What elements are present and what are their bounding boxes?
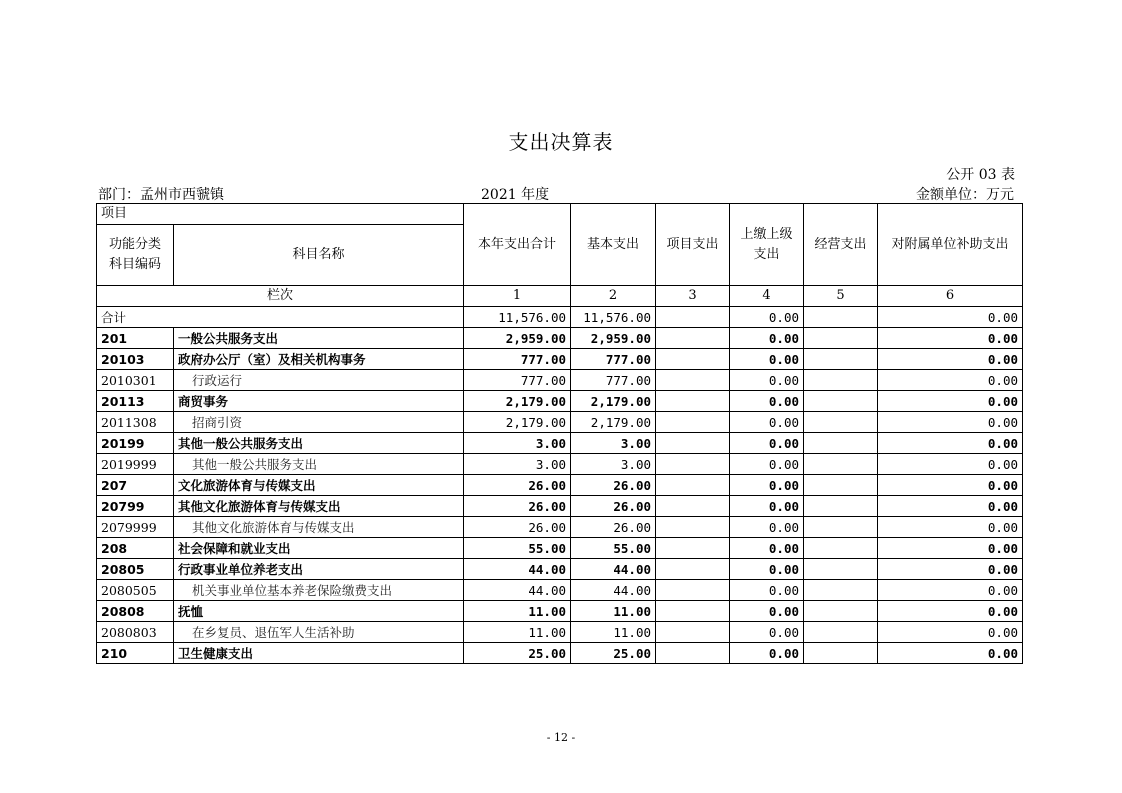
row-c2: 44.00 [571,580,656,601]
row-c2: 777.00 [571,370,656,391]
row-c2: 26.00 [571,517,656,538]
amount-unit: 金额单位：万元 [916,187,1014,203]
row-subject-name: 卫生健康支出 [174,643,464,664]
row-c4: 0.00 [730,454,804,475]
table-row [97,496,1023,517]
row-subject-name: 在乡复员、退伍军人生活补助 [174,622,464,643]
row-c3 [656,622,730,643]
row-code: 20113 [97,391,174,412]
row-c1: 3.00 [464,454,571,475]
row-c3 [656,538,730,559]
row-subject-name: 招商引资 [174,412,464,433]
header-row-label: 栏次 [97,286,464,307]
row-c3 [656,601,730,622]
row-c6: 0.00 [878,391,1023,412]
row-c3 [656,433,730,454]
table-row [97,559,1023,580]
header-func-code: 功能分类 科目编码 [97,225,174,286]
row-c4: 0.00 [730,559,804,580]
row-code: 2080803 [97,622,174,643]
total-c5 [804,307,878,328]
row-subject-name: 机关事业单位基本养老保险缴费支出 [174,580,464,601]
row-code: 2019999 [97,454,174,475]
row-c4: 0.00 [730,412,804,433]
row-c5 [804,328,878,349]
row-c6: 0.00 [878,349,1023,370]
row-c3 [656,496,730,517]
row-c6: 0.00 [878,643,1023,664]
row-c3 [656,370,730,391]
table-row [97,580,1023,601]
col-index-2: 2 [571,286,656,307]
row-c2: 777.00 [571,349,656,370]
total-label: 合计 [97,307,464,328]
row-c5 [804,433,878,454]
row-c2: 11.00 [571,622,656,643]
row-subject-name: 其他文化旅游体育与传媒支出 [174,496,464,517]
row-c3 [656,643,730,664]
row-c2: 11.00 [571,601,656,622]
row-subject-name: 其他一般公共服务支出 [174,433,464,454]
row-code: 20103 [97,349,174,370]
row-c6: 0.00 [878,370,1023,391]
row-subject-name: 一般公共服务支出 [174,328,464,349]
row-c4: 0.00 [730,622,804,643]
row-c1: 11.00 [464,622,571,643]
row-c1: 55.00 [464,538,571,559]
row-code: 2010301 [97,370,174,391]
row-c6: 0.00 [878,412,1023,433]
row-code: 2011308 [97,412,174,433]
table-row [97,622,1023,643]
row-c2: 2,179.00 [571,412,656,433]
col-index-6: 6 [878,286,1023,307]
table-row [97,391,1023,412]
row-c4: 0.00 [730,349,804,370]
row-c6: 0.00 [878,475,1023,496]
row-c5 [804,454,878,475]
table-row [97,517,1023,538]
col-index-5: 5 [804,286,878,307]
row-c3 [656,517,730,538]
row-c3 [656,391,730,412]
row-c5 [804,559,878,580]
row-subject-name: 行政运行 [174,370,464,391]
row-c5 [804,349,878,370]
row-c5 [804,517,878,538]
row-code: 20808 [97,601,174,622]
table-row [97,349,1023,370]
row-c4: 0.00 [730,538,804,559]
row-c5 [804,496,878,517]
table-row [97,412,1023,433]
table-row [97,454,1023,475]
table-row [97,433,1023,454]
row-c2: 26.00 [571,496,656,517]
total-c2: 11,576.00 [571,307,656,328]
row-c6: 0.00 [878,496,1023,517]
row-c5 [804,538,878,559]
row-subject-name: 行政事业单位养老支出 [174,559,464,580]
col-index-4: 4 [730,286,804,307]
expenditure-table [96,203,1023,664]
meta-line [98,184,1018,202]
row-c5 [804,622,878,643]
row-c2: 55.00 [571,538,656,559]
row-c1: 44.00 [464,559,571,580]
row-c4: 0.00 [730,370,804,391]
row-c6: 0.00 [878,454,1023,475]
row-c1: 2,179.00 [464,412,571,433]
row-c1: 26.00 [464,496,571,517]
row-subject-name: 社会保障和就业支出 [174,538,464,559]
row-c4: 0.00 [730,496,804,517]
row-c6: 0.00 [878,559,1023,580]
row-c1: 777.00 [464,370,571,391]
table-row [97,601,1023,622]
row-c5 [804,580,878,601]
row-c4: 0.00 [730,391,804,412]
row-c5 [804,601,878,622]
row-c6: 0.00 [878,622,1023,643]
row-c5 [804,370,878,391]
row-c4: 0.00 [730,433,804,454]
row-code: 210 [97,643,174,664]
row-c6: 0.00 [878,517,1023,538]
header-col6: 对附属单位补助支出 [878,204,1023,286]
row-c2: 3.00 [571,454,656,475]
fiscal-year: 2021 年度 [481,187,550,203]
row-c1: 777.00 [464,349,571,370]
table-row [97,538,1023,559]
row-subject-name: 政府办公厅（室）及相关机构事务 [174,349,464,370]
row-c3 [656,475,730,496]
row-c1: 25.00 [464,643,571,664]
row-c2: 26.00 [571,475,656,496]
row-c1: 26.00 [464,475,571,496]
header-col2: 基本支出 [571,204,656,286]
row-c5 [804,643,878,664]
row-c3 [656,559,730,580]
row-c4: 0.00 [730,517,804,538]
row-code: 20799 [97,496,174,517]
row-code: 201 [97,328,174,349]
col-index-3: 3 [656,286,730,307]
row-c6: 0.00 [878,328,1023,349]
form-number: 公开 03 表 [946,167,1015,183]
department-label: 部门：孟州市西虢镇 [98,187,224,203]
table-row [97,328,1023,349]
row-c1: 11.00 [464,601,571,622]
col-index-1: 1 [464,286,571,307]
row-c1: 26.00 [464,517,571,538]
header-project: 项目 [97,204,464,225]
row-c1: 44.00 [464,580,571,601]
page-title: 支出决算表 [508,130,614,154]
row-c6: 0.00 [878,538,1023,559]
row-subject-name: 商贸事务 [174,391,464,412]
table-row [97,643,1023,664]
table-row [97,370,1023,391]
row-c2: 25.00 [571,643,656,664]
row-c5 [804,391,878,412]
row-c2: 2,959.00 [571,328,656,349]
row-c4: 0.00 [730,475,804,496]
row-subject-name: 文化旅游体育与传媒支出 [174,475,464,496]
row-c3 [656,349,730,370]
header-subject-name: 科目名称 [174,225,464,286]
row-c1: 2,179.00 [464,391,571,412]
row-code: 2079999 [97,517,174,538]
row-c3 [656,412,730,433]
row-code: 207 [97,475,174,496]
total-c1: 11,576.00 [464,307,571,328]
row-c4: 0.00 [730,328,804,349]
row-c4: 0.00 [730,580,804,601]
row-c6: 0.00 [878,601,1023,622]
total-c3 [656,307,730,328]
row-c2: 2,179.00 [571,391,656,412]
row-c4: 0.00 [730,643,804,664]
row-c3 [656,580,730,601]
row-c2: 44.00 [571,559,656,580]
total-c6: 0.00 [878,307,1023,328]
header-col3: 项目支出 [656,204,730,286]
header-col5: 经营支出 [804,204,878,286]
row-subject-name: 其他一般公共服务支出 [174,454,464,475]
row-code: 208 [97,538,174,559]
row-subject-name: 抚恤 [174,601,464,622]
total-c4: 0.00 [730,307,804,328]
row-c3 [656,328,730,349]
header-col4: 上缴上级 支出 [730,204,804,286]
row-c1: 2,959.00 [464,328,571,349]
table-row [97,475,1023,496]
row-c3 [656,454,730,475]
row-c4: 0.00 [730,601,804,622]
row-code: 20805 [97,559,174,580]
row-c2: 3.00 [571,433,656,454]
row-code: 2080505 [97,580,174,601]
row-c6: 0.00 [878,580,1023,601]
total-row [97,307,1023,328]
row-c5 [804,412,878,433]
row-c6: 0.00 [878,433,1023,454]
row-subject-name: 其他文化旅游体育与传媒支出 [174,517,464,538]
row-c5 [804,475,878,496]
row-code: 20199 [97,433,174,454]
row-c1: 3.00 [464,433,571,454]
page-number: - 12 - [546,731,576,744]
header-col1: 本年支出合计 [464,204,571,286]
